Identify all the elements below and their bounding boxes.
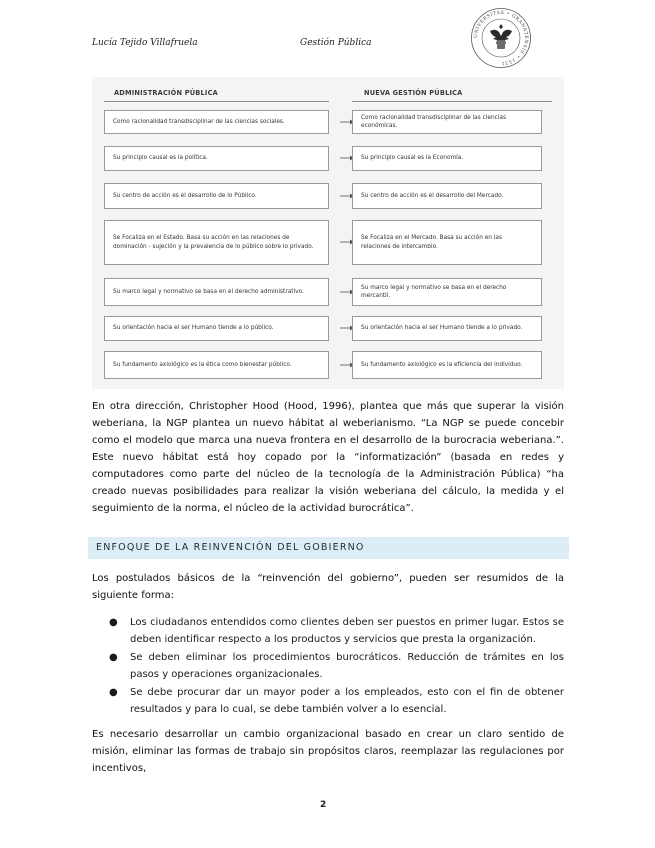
header-title: Gestión Pública [300, 38, 372, 48]
list-item [92, 614, 564, 648]
left-column-heading: ADMINISTRACIÓN PÚBLICA [114, 89, 218, 97]
list-item-text: Se debe procurar dar un mayor poder a los empleados, esto con el fin de obtener resultados y para lo cual, se debe también volver a lo esencial. [130, 687, 564, 715]
list-item [92, 684, 564, 718]
university-seal-icon [470, 7, 532, 69]
left-box: Su principio causal es la política. [104, 146, 329, 171]
list-item-text: Los ciudadanos entendidos como clientes deben ser puestos en primer lugar. Estos se deben identificar respecto a los productos y servicios que presta la organización. [130, 617, 564, 645]
left-box: Su orientación hacia el ser Humano tiende a lo público. [104, 316, 329, 341]
section-title: ENFOQUE DE LA REINVENCIÓN DEL GOBIERNO [96, 542, 365, 553]
left-box: Su marco legal y normativo se basa en el derecho administrativo. [104, 278, 329, 306]
right-box: Su marco legal y normativo se basa en el derecho mercantil. [352, 278, 542, 306]
arrow-icon [340, 328, 341, 329]
right-box: Se Focaliza en el Mercado. Basa su acción en las relaciones de intercambio. [352, 220, 542, 265]
arrow-icon [340, 158, 341, 159]
list-item-text: Se deben eliminar los procedimientos burocráticos. Reducción de trámites en los pasos y operaciones organizacionales. [130, 652, 564, 680]
page-number: 2 [320, 800, 327, 810]
arrow-icon [340, 242, 341, 243]
left-box: Como racionalidad transdisciplinar de las ciencias sociales. [104, 110, 329, 134]
header-author: Lucía Tejido Villafruela [92, 38, 198, 48]
paragraph-hood: En otra dirección, Christopher Hood (Hood, 1996), plantea que más que superar la visión weberiana, la NGP plantea un nuevo hábitat al weberianismo. “La NGP se puede concebir como el modelo que marca una nueva frontera en el desarrollo de la burocracia weberiana.”. Este nuevo hábitat está hoy copado por la “informatización” (basada en redes y computadores como parte del núcleo de la tecnología de la Administración Pública) “ha creado nuevas posibilidades para realizar la visión weberiana del cálculo, la medida y el seguimiento de la norma, el núcleo de la actividad burocrática”. [92, 401, 564, 514]
right-box: Su centro de acción es el desarrollo del Mercado. [352, 183, 542, 209]
bullet-icon: ● [109, 652, 118, 663]
left-box: Su fundamento axiológico es la ética como bienestar público. [104, 351, 329, 379]
right-box: Su fundamento axiológico es la eficiencia del individuo. [352, 351, 542, 379]
right-box: Su principio causal es la Economía. [352, 146, 542, 171]
arrow-icon [340, 292, 341, 293]
paragraph-cambio: Es necesario desarrollar un cambio organizacional basado en crear un claro sentido de misión, eliminar las formas de trabajo sin propósitos claros, reemplazar las regulaciones por incentivos, [92, 729, 564, 774]
list-item [92, 649, 564, 683]
right-column-heading: NUEVA GESTIÓN PÚBLICA [364, 89, 463, 97]
arrow-icon [340, 196, 341, 197]
bullet-icon: ● [109, 687, 118, 698]
arrow-icon [340, 365, 341, 366]
right-box: Su orientación hacia el ser Humano tiende a lo privado. [352, 316, 542, 341]
arrow-icon [340, 122, 341, 123]
left-box: Su centro de acción es el desarrollo de lo Público. [104, 183, 329, 209]
right-heading-rule [352, 101, 552, 102]
paragraph-postulados: Los postulados básicos de la “reinvención del gobierno”, pueden ser resumidos de la siguiente forma: [92, 573, 564, 601]
section-header [88, 537, 569, 559]
right-box: Como racionalidad transdisciplinar de las ciencias económicas. [352, 110, 542, 134]
comparison-figure [92, 77, 564, 389]
left-box: Se Focaliza en el Estado. Basa su acción en las relaciones de dominación - sujeción y la prevalencia de lo público sobre lo privado. [104, 220, 329, 265]
left-heading-rule [104, 101, 329, 102]
bullet-icon: ● [109, 617, 118, 628]
bullet-list [92, 614, 564, 718]
seal-text: UNIVERSITAS • GRANATENSIS • 1531 [473, 10, 529, 66]
